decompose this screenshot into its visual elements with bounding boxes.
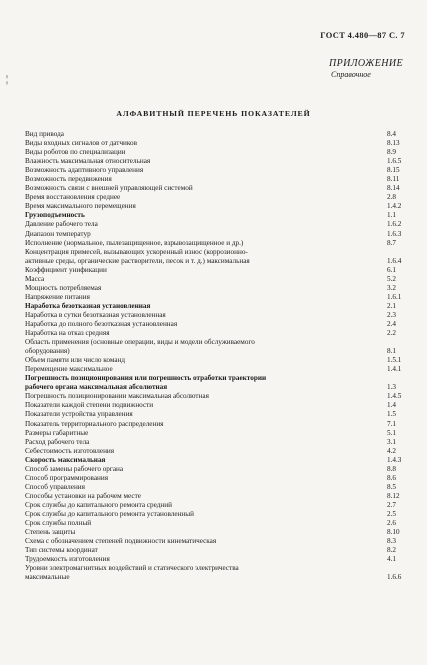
index-entry <box>25 573 415 582</box>
entry-text: Себестоимость изготовления <box>25 446 115 455</box>
entry-number: 3.1 <box>387 437 396 446</box>
index-entry <box>25 130 415 139</box>
index-entry <box>25 284 415 293</box>
entry-number: 2.1 <box>387 301 396 310</box>
entry-text: Наработка безотказная установленная <box>25 301 151 310</box>
entry-text: Объем памяти или число команд <box>25 356 126 365</box>
entry-number: 8.13 <box>387 139 400 148</box>
index-entry <box>25 420 415 429</box>
entry-text: Способы установки на рабочем месте <box>25 491 141 500</box>
index-entry <box>25 438 415 447</box>
entry-number: 8.10 <box>387 528 400 537</box>
entry-text: Наработка до полного безотказная установленная <box>25 319 178 328</box>
entry-number: 8.8 <box>387 464 396 473</box>
index-entry <box>25 546 415 555</box>
entry-number: 1.6.2 <box>387 220 402 229</box>
entry-number: 8.2 <box>387 546 396 555</box>
entry-text: рабочего органа максимальная абсолютная <box>25 383 168 392</box>
entry-text: Способ управления <box>25 482 85 491</box>
entry-text: Мощность потребляемая <box>25 283 102 292</box>
entry-text: Возможность связи с внешней управляющей системой <box>25 184 193 193</box>
entry-number: 1.4.1 <box>387 365 402 374</box>
entry-text: Срок службы до капитального ремонта средний <box>25 500 172 509</box>
entry-number: 4.1 <box>387 555 396 564</box>
entry-number: 4.2 <box>387 446 396 455</box>
entry-text: оборудования) <box>25 347 70 356</box>
entry-number: 3.2 <box>387 283 396 292</box>
entry-number: 1.6.6 <box>387 573 402 582</box>
entry-number: 8.5 <box>387 482 396 491</box>
entry-number: 1.5 <box>387 410 396 419</box>
index-entry <box>25 338 415 347</box>
entry-text: Показатели каждой степени подвижности <box>25 401 154 410</box>
entry-text: Грузоподъемность <box>25 211 85 220</box>
entry-text: Погрешность позиционировании максимальная абсолютная <box>25 392 209 401</box>
entry-text: Время восстановления среднее <box>25 193 121 202</box>
entry-number: 1.4.3 <box>387 455 402 464</box>
index-list <box>25 130 415 582</box>
index-entry <box>25 501 415 510</box>
entry-text: Способ замены рабочего органа <box>25 464 124 473</box>
entry-number: 8.4 <box>387 130 396 138</box>
index-entry <box>25 329 415 338</box>
entry-text: Наработка в сутки безотказная установленная <box>25 310 166 319</box>
entry-text: Расход рабочего тела <box>25 437 90 446</box>
index-entry <box>25 492 415 501</box>
entry-text: Тип системы координат <box>25 546 98 555</box>
entry-number: 2.5 <box>387 509 396 518</box>
entry-number: 7.1 <box>387 419 396 428</box>
index-entry <box>25 248 415 257</box>
index-entry <box>25 266 415 275</box>
entry-text: Размеры габаритные <box>25 428 89 437</box>
entry-text: Уровни электромагнитных воздействий и статического электричества <box>25 564 239 573</box>
entry-number: 2.7 <box>387 500 396 509</box>
entry-number: 1.6.4 <box>387 256 402 265</box>
index-entry <box>25 139 415 148</box>
entry-number: 5.1 <box>387 428 396 437</box>
entry-text: Погрешность позиционирования или погрешность отработки траектории <box>25 374 267 383</box>
entry-text: активные среды, органические растворители, песок и т. д.) максимальная <box>25 256 250 265</box>
index-entry <box>25 184 415 193</box>
index-entry <box>25 528 415 537</box>
entry-number: 2.4 <box>387 319 396 328</box>
entry-number: 8.9 <box>387 148 396 157</box>
index-entry <box>25 365 415 374</box>
index-entry <box>25 383 415 392</box>
margin-mark: ¦ <box>6 74 9 85</box>
index-entry <box>25 257 415 266</box>
entry-text: Влажность максимальная относительная <box>25 157 151 166</box>
entry-text: Возможность адаптивного управления <box>25 166 144 175</box>
entry-text: Время максимального перемещения <box>25 202 136 211</box>
index-entry <box>25 356 415 365</box>
entry-text: Показатель территориального распределения <box>25 419 164 428</box>
index-entry <box>25 447 415 456</box>
entry-number: 5.2 <box>387 274 396 283</box>
entry-text: Исполнение (нормальное, пылезащищенное, взрывозащищенное и др.) <box>25 238 244 247</box>
entry-text: Срок службы до капитального ремонта установленный <box>25 509 194 518</box>
entry-text: Коэффициент унификации <box>25 265 107 274</box>
entry-number: 2.2 <box>387 329 396 338</box>
entry-number: 2.6 <box>387 519 396 528</box>
entry-number: 1.5.1 <box>387 356 402 365</box>
entry-number: 1.4 <box>387 401 396 410</box>
entry-text: Напряжение питания <box>25 292 90 301</box>
index-entry <box>25 429 415 438</box>
index-entry <box>25 392 415 401</box>
entry-text: Трудоемкость изготовления <box>25 555 110 564</box>
index-entry <box>25 474 415 483</box>
entry-text: Виды роботов по специализации <box>25 148 126 157</box>
entry-text: Виды входных сигналов от датчиков <box>25 139 138 148</box>
index-entry <box>25 320 415 329</box>
index-entry <box>25 148 415 157</box>
entry-text: Область применения (основные операции, виды и модели обслуживаемого <box>25 338 255 347</box>
index-entry <box>25 302 415 311</box>
entry-number: 1.3 <box>387 383 396 392</box>
entry-text: Показатели устройства управления <box>25 410 133 419</box>
index-entry <box>25 220 415 229</box>
index-entry <box>25 157 415 166</box>
entry-text: Степень защиты <box>25 528 76 537</box>
index-entry <box>25 347 415 356</box>
entry-number: 8.15 <box>387 166 400 175</box>
entry-number: 8.11 <box>387 175 400 184</box>
entry-text: Наработка на отказ средняя <box>25 329 110 338</box>
index-entry <box>25 275 415 284</box>
entry-text: максимальные <box>25 573 70 582</box>
index-entry <box>25 175 415 184</box>
entry-text: Скорость максимальная <box>25 455 106 464</box>
entry-number: 1.4.5 <box>387 392 402 401</box>
appendix-subtitle: Справочное <box>331 70 371 79</box>
entry-text: Возможность передвижения <box>25 175 112 184</box>
index-entry <box>25 239 415 248</box>
index-entry <box>25 230 415 239</box>
appendix-title: ПРИЛОЖЕНИЕ <box>329 58 403 69</box>
index-entry <box>25 401 415 410</box>
index-entry <box>25 465 415 474</box>
entry-number: 1.6.1 <box>387 292 402 301</box>
entry-number: 8.7 <box>387 238 396 247</box>
entry-number: 8.3 <box>387 537 396 546</box>
index-entry <box>25 193 415 202</box>
entry-number: 8.1 <box>387 347 396 356</box>
entry-number: 1.6.5 <box>387 157 402 166</box>
page-header: ГОСТ 4.480—87 С. 7 <box>320 31 405 40</box>
index-entry <box>25 166 415 175</box>
index-entry <box>25 564 415 573</box>
entry-text: Давление рабочего тела <box>25 220 98 229</box>
entry-text: Вид привода <box>25 130 64 138</box>
index-entry <box>25 519 415 528</box>
entry-text: Диапазон температур <box>25 229 91 238</box>
entry-number: 1.6.3 <box>387 229 402 238</box>
index-entry <box>25 537 415 546</box>
entry-number: 2.3 <box>387 310 396 319</box>
index-entry <box>25 211 415 220</box>
entry-number: 8.14 <box>387 184 400 193</box>
index-entry <box>25 483 415 492</box>
index-entry <box>25 510 415 519</box>
index-entry <box>25 374 415 383</box>
entry-number: 8.12 <box>387 491 400 500</box>
entry-text: Перемещение максимальное <box>25 365 113 374</box>
document-title: АЛФАВИТНЫЙ ПЕРЕЧЕНЬ ПОКАЗАТЕЛЕЙ <box>116 109 311 118</box>
index-entry <box>25 410 415 419</box>
entry-text: Концентрация примесей, вызывающих ускоренный износ (коррозионно- <box>25 247 248 256</box>
entry-number: 8.6 <box>387 473 396 482</box>
entry-number: 1.1 <box>387 211 396 220</box>
entry-number: 1.4.2 <box>387 202 402 211</box>
entry-number: 2.8 <box>387 193 396 202</box>
index-entry <box>25 555 415 564</box>
entry-text: Способ программирования <box>25 473 109 482</box>
entry-text: Срок службы полный <box>25 519 92 528</box>
entry-text: Схема с обозначением степеней подвижности кинематическая <box>25 537 217 546</box>
index-entry <box>25 311 415 320</box>
appendix-label <box>329 58 403 79</box>
index-entry <box>25 202 415 211</box>
index-entry <box>25 456 415 465</box>
entry-text: Масса <box>25 274 45 283</box>
index-entry <box>25 293 415 302</box>
entry-number: 6.1 <box>387 265 396 274</box>
